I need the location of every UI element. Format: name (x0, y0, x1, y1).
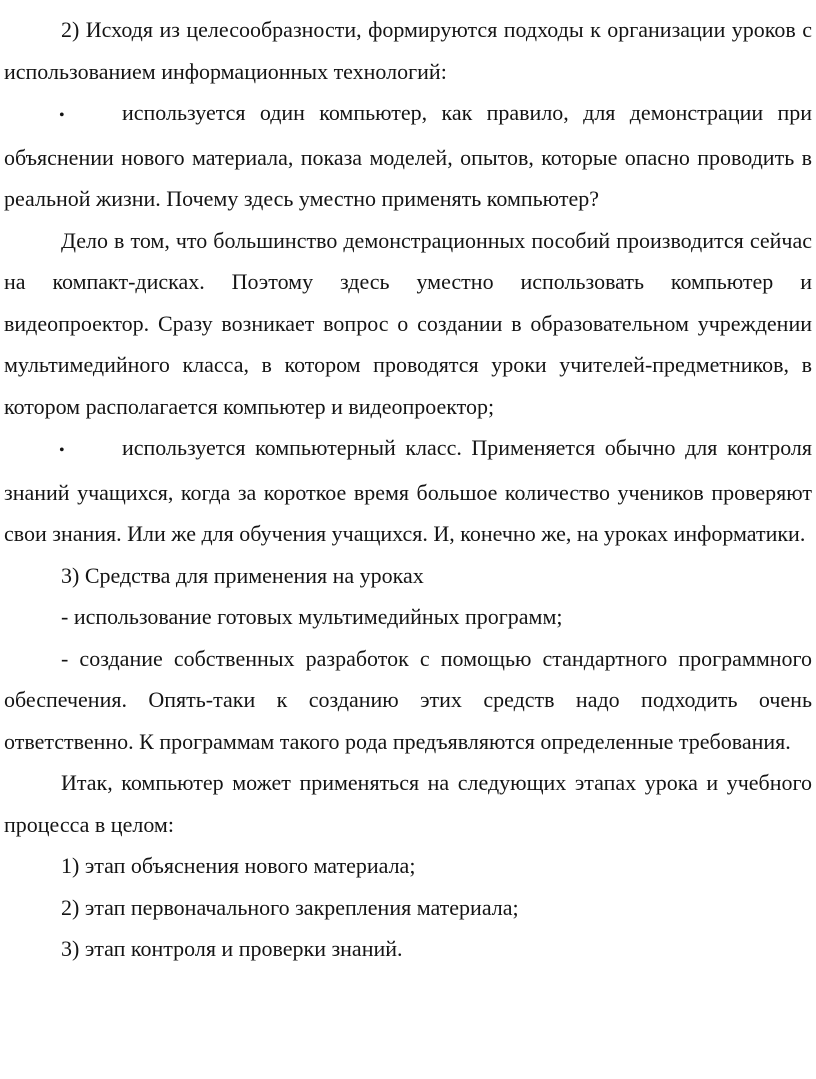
paragraph-tools-heading: 3) Средства для применения на уроках (61, 562, 424, 588)
bullet-text: используется один компьютер, как правило, для демонстрации при объяснении нового материала, показа моделей, опытов, которые опасно проводить в реальной жизни. Почему здесь уместно применять компьютер? (4, 100, 812, 211)
list-item-stage-2: 2) этап первоначального закрепления материала; (61, 894, 519, 920)
bullet-icon: • (59, 442, 65, 459)
bullet-icon: • (59, 107, 65, 124)
bullet-item-single-computer (4, 92, 812, 220)
paragraph-lesson-stages-intro: Итак, компьютер может применяться на следующих этапах урока и учебного процесса в целом: (4, 770, 812, 837)
paragraph-demo-materials: Дело в том, что большинство демонстрационных пособий производится сейчас на компакт-дисках. Поэтому здесь уместно использовать компьютер и видеопроектор. Сразу возникает вопрос о создании в образовательном учреждении мультимедийного класса, в котором проводятся уроки учителей-предметников, в котором располагается компьютер и видеопроектор; (4, 227, 812, 419)
paragraph-ready-programs: - использование готовых мультимедийных программ; (61, 604, 563, 629)
paragraph-own-development: - создание собственных разработок с помощью стандартного программного обеспечения. Опять-таки к созданию этих средств надо подходить очень ответственно. К программам такого рода предъявляются определенные требования. (4, 645, 812, 754)
list-item-stage-1: 1) этап объяснения нового материала; (61, 853, 416, 878)
list-item-stage-3: 3) этап контроля и проверки знаний. (61, 936, 403, 961)
bullet-item-computer-class (4, 427, 812, 555)
paragraph-approaches-intro: 2) Исходя из целесообразности, формируются подходы к организации уроков с использованием информационных технологий: (4, 17, 812, 84)
bullet-text: используется компьютерный класс. Применяется обычно для контроля знаний учащихся, когда за короткое время большое количество учеников проверяют свои знания. Или же для обучения учащихся. И, конечно же, на уроках информатики. (4, 435, 812, 546)
